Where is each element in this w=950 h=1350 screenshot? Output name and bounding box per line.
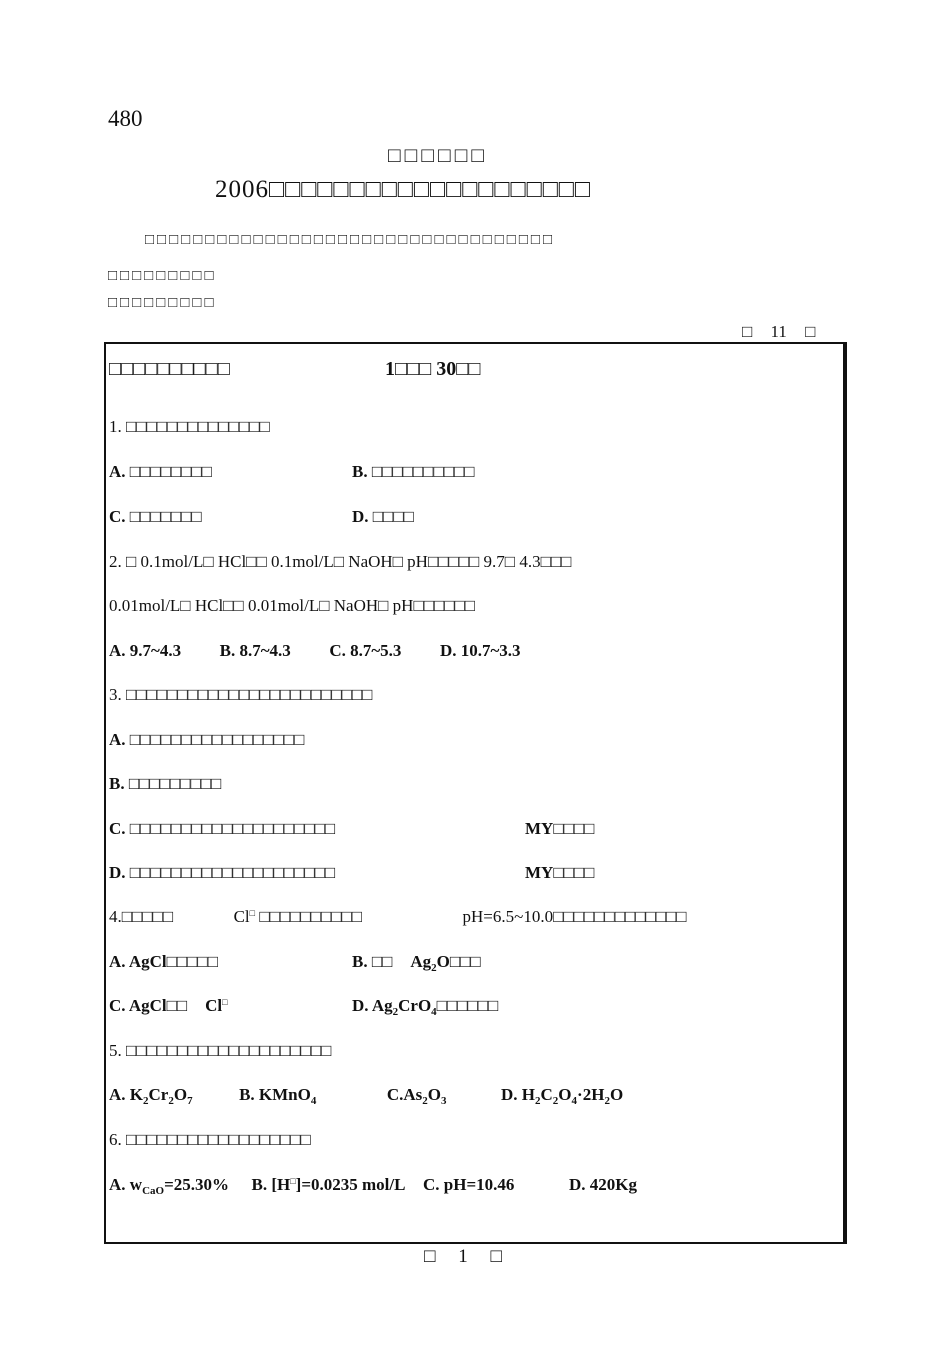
q4-option-c — [109, 996, 228, 1015]
q4-options-cd — [109, 996, 499, 1018]
q4-options-ab — [109, 952, 481, 974]
q6-option-d: D. 420Kg — [568, 1175, 637, 1194]
exam-notice: □□□□□□□□□□□□□□□□□□□□□□□□□□□□□□□□□□ — [145, 232, 556, 248]
q2-stem-line2: 0.01mol/L□ HCl□□ 0.01mol/L□ NaOH□ pH□□□□□□ — [109, 596, 476, 615]
q3-option-a: A. □□□□□□□□□□□□□□□□□ — [109, 730, 305, 749]
q3-option-d-tail: MY□□□□ — [525, 863, 595, 882]
q4-chloride-charge: □ — [249, 908, 256, 918]
q2-options — [109, 641, 521, 661]
q3-option-c-tail: MY□□□□ — [525, 819, 595, 838]
q2-option-c: C. 8.7~5.3 — [329, 641, 402, 660]
q4-option-b-formula: Ag — [410, 952, 432, 971]
q1-option-c: C. □□□□□□□ — [109, 507, 202, 526]
meta-line-1: □□□□□□□□□ — [108, 268, 217, 284]
page-number: □ 1 □ — [424, 1246, 502, 1267]
q1-option-a: A. □□□□□□□□ — [109, 462, 212, 481]
q5-option-c: $C.As_2O_3$ — [386, 1085, 447, 1107]
q3-option-d-row — [109, 863, 595, 883]
q6-option-b: B. [H□]=0.0235 mol/L — [251, 1175, 405, 1194]
q4-stem-part2: □□□□□□□□□□ — [259, 907, 363, 926]
q5-stem: 5. □□□□□□□□□□□□□□□□□□□□ — [109, 1041, 332, 1060]
section-title: □□□□□□□□□□ — [109, 358, 230, 380]
q3-stem: 3. □□□□□□□□□□□□□□□□□□□□□□□□ — [109, 685, 373, 704]
q3-option-c: C. □□□□□□□□□□□□□□□□□□□□ — [109, 819, 336, 838]
q3-option-b: B. □□□□□□□□□ — [109, 774, 222, 793]
q4-option-d-sub2: 4 — [431, 1006, 437, 1018]
q4-option-c-prefix: C. AgCl□□ — [109, 996, 188, 1015]
q4-option-c-charge: □ — [222, 997, 228, 1007]
q2-option-d: D. 10.7~3.3 — [439, 641, 521, 660]
q4-option-b-tail: □□□ — [449, 952, 481, 971]
q4-chloride: Cl — [233, 907, 250, 926]
section-heading — [109, 358, 481, 381]
q4-option-d — [352, 996, 498, 1018]
q1-stem: 1. □□□□□□□□□□□□□□ — [109, 417, 270, 436]
q4-option-d-sub1: 2 — [392, 1006, 399, 1018]
q4-option-c-ion: Cl — [205, 996, 223, 1015]
q6-options — [109, 1175, 637, 1197]
q5-option-d: D. $H_2C_2O_4\cdot 2H_2O$ — [501, 1085, 624, 1107]
q5-option-b: B. KMnO$_4$ — [239, 1085, 317, 1107]
q4-option-d-prefix: D. Ag — [352, 996, 393, 1015]
question-box — [104, 342, 847, 1244]
q4-option-a: A. AgCl□□□□□ — [109, 952, 218, 971]
q6-stem: 6. □□□□□□□□□□□□□□□□□□ — [109, 1130, 311, 1149]
q4-option-b-prefix: B. □□ — [352, 952, 393, 971]
q4-option-d-chromate: CrO — [398, 996, 432, 1015]
q2-stem-line1: 2. □ 0.1mol/L□ HCl□□ 0.1mol/L□ NaOH□ pH□□□□□ 9.7□ 4.3□□□ — [109, 552, 572, 571]
q4-option-d-tail: □□□□□□ — [436, 996, 499, 1015]
q4-stem-part3: pH=6.5~10.0□□□□□□□□□□□□□ — [462, 907, 687, 926]
q1-options-ab — [109, 462, 475, 482]
q6-option-a: A. $w_{CaO}=25.30\%$ — [109, 1175, 229, 1197]
q5-option-a: A. $K_2Cr_2O_7$ — [109, 1085, 193, 1107]
q4-option-b-oxygen: O — [436, 952, 450, 971]
q1-options-cd — [109, 507, 414, 527]
q4-stem-part1: 4.□□□□□ — [109, 907, 174, 926]
meta-line-2: □□□□□□□□□ — [108, 295, 217, 311]
q4-stem — [109, 907, 687, 927]
q4-option-b — [352, 952, 481, 974]
q5-options — [109, 1085, 623, 1107]
exam-title: 2006□□□□□□□□□□□□□□□□□□□□ — [215, 176, 592, 203]
q1-option-b: B. □□□□□□□□□□ — [352, 462, 475, 481]
exam-code: 480 — [108, 106, 143, 131]
q1-option-d: D. □□□□ — [352, 507, 414, 526]
q6-option-c: C. pH=10.46 — [423, 1175, 515, 1194]
q2-option-b: B. 8.7~4.3 — [219, 641, 291, 660]
school-name: □□□□□□ — [388, 143, 489, 167]
q3-option-c-row — [109, 819, 595, 839]
q2-option-a: A. 9.7~4.3 — [109, 641, 182, 660]
page-count: □ 11 □ — [742, 322, 816, 341]
section-points: 1□□□ 30□□ — [385, 358, 481, 380]
q4-option-b-sub: 2 — [431, 962, 437, 974]
q3-option-d: D. □□□□□□□□□□□□□□□□□□□□ — [109, 863, 336, 882]
